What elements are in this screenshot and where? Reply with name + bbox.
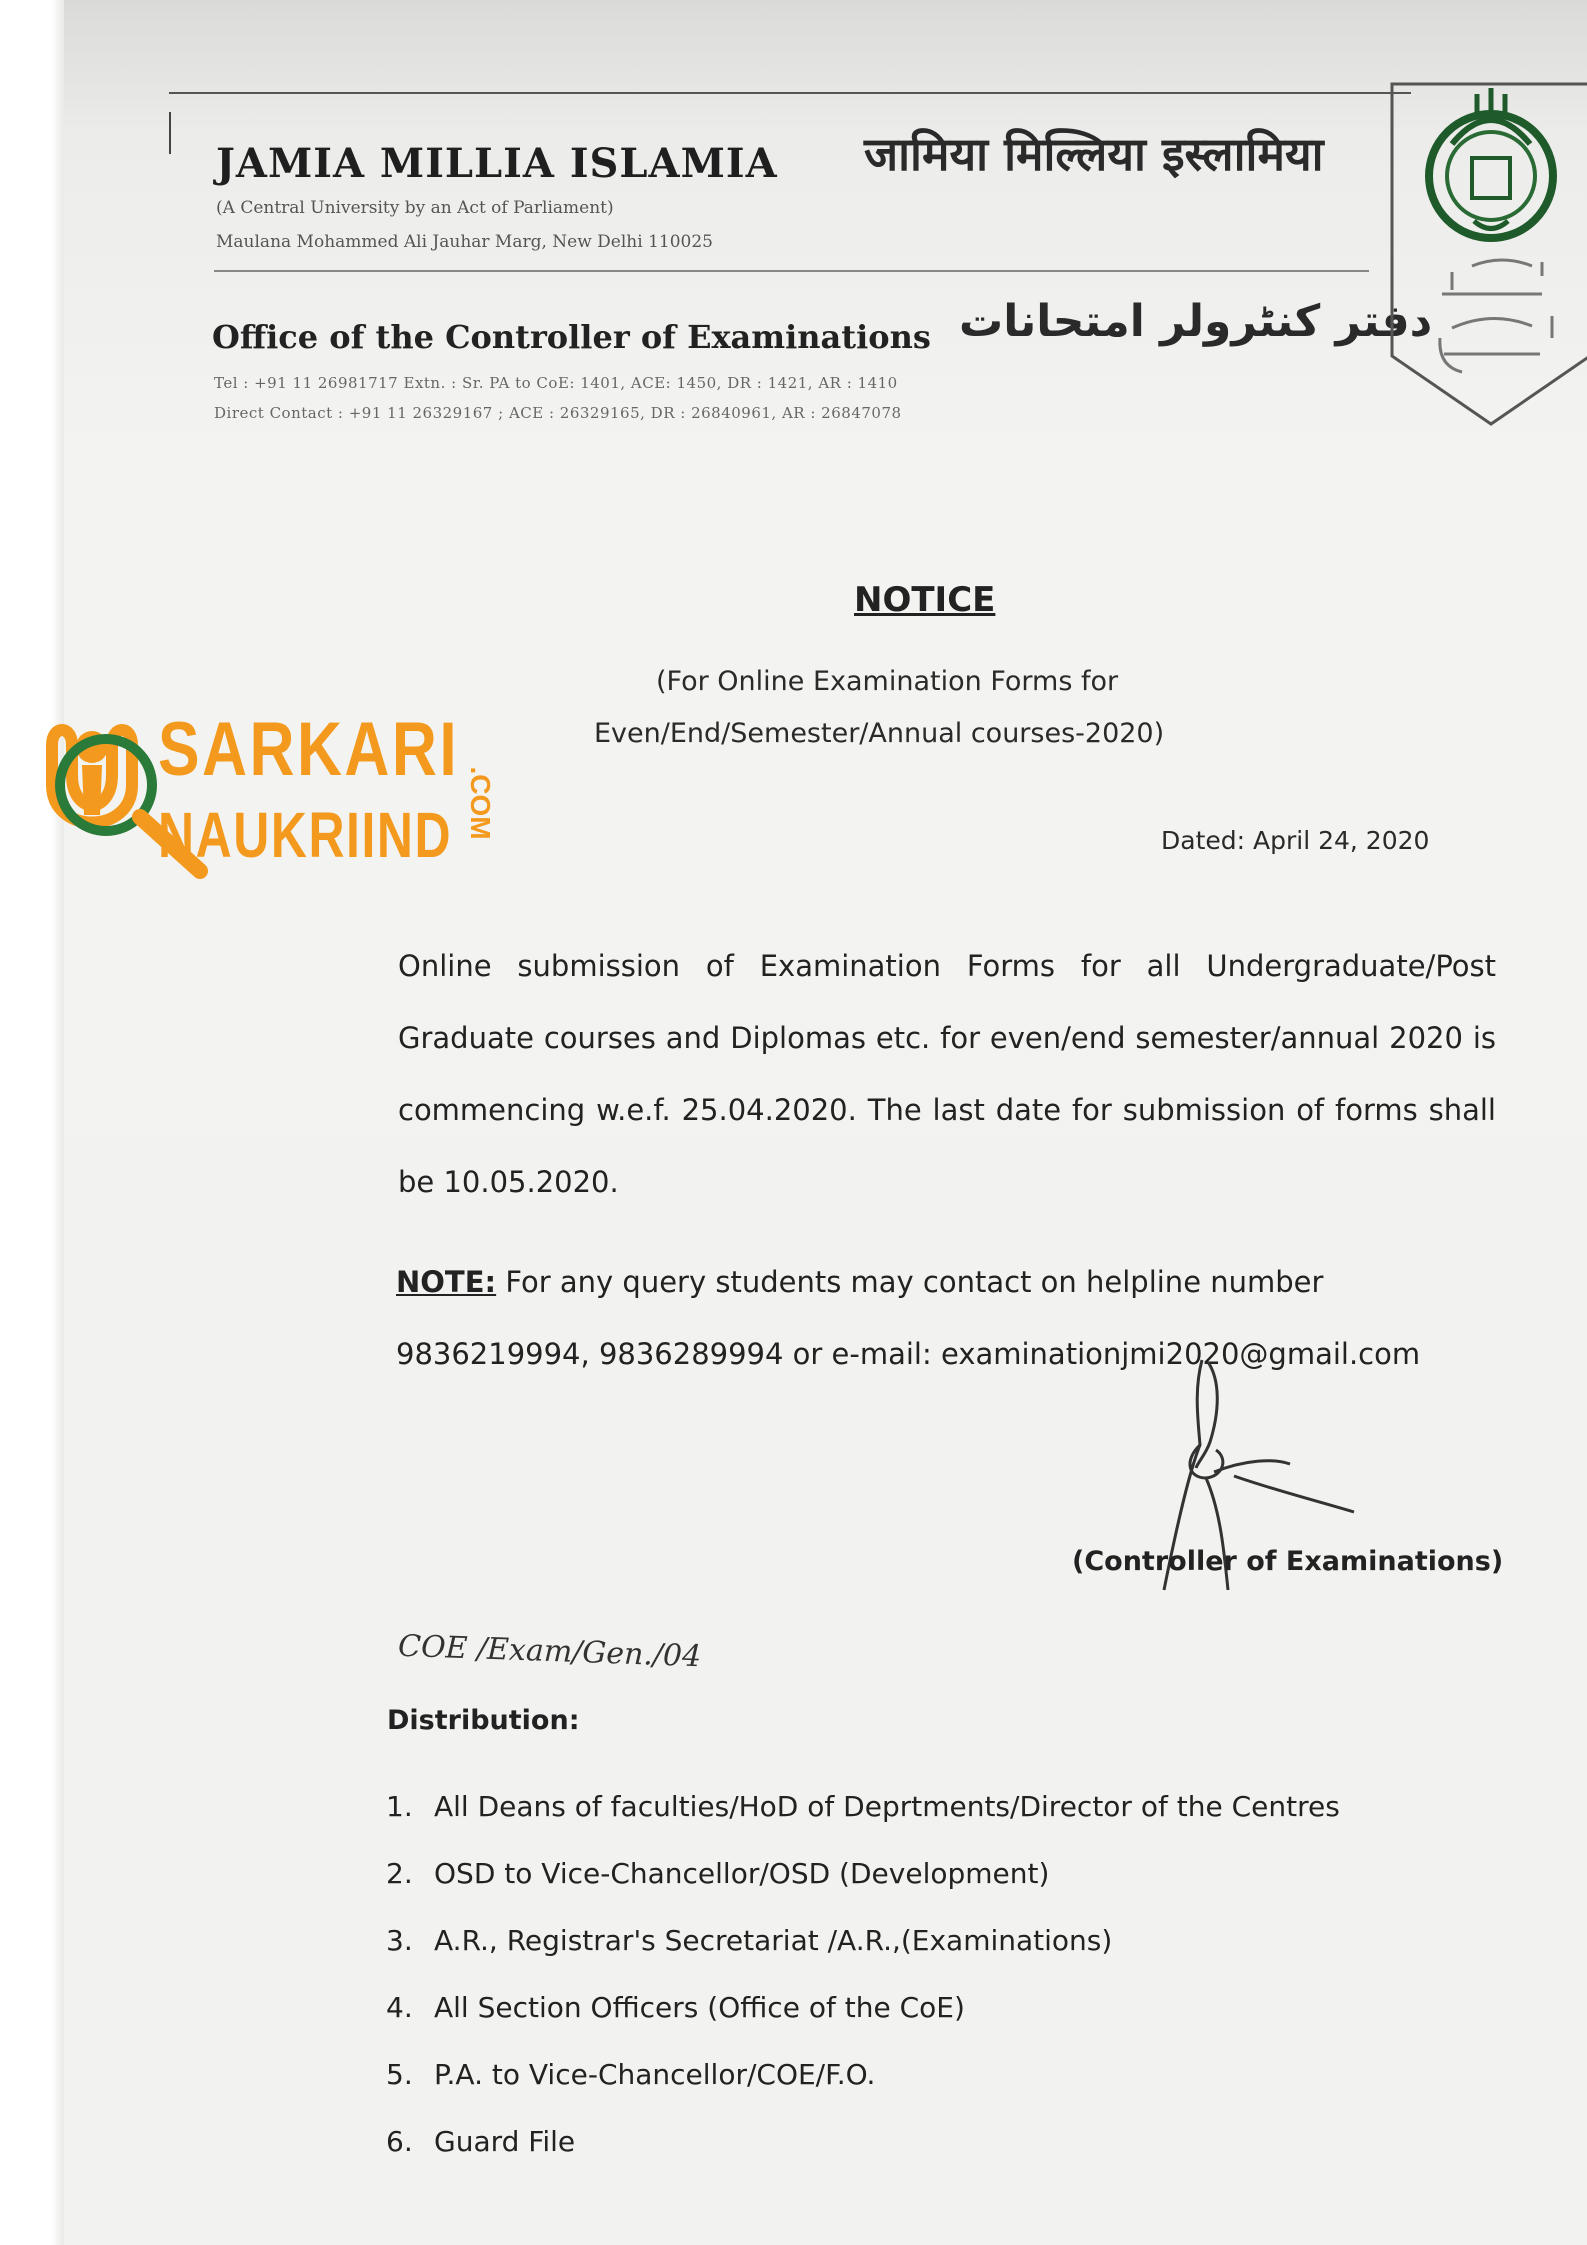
list-item	[386, 2058, 1340, 2125]
reference-number: COE /Exam/Gen./04	[397, 1628, 702, 1675]
watermark-sarkari: SARKARI	[158, 707, 460, 792]
note-text: For any query students may contact on helpline number 9836219994, 9836289994 or e-mail: examinationjmi2020@gmail.com	[396, 1265, 1421, 1371]
university-subtitle: (A Central University by an Act of Parliament)	[216, 198, 614, 218]
notice-subtitle-line-2: Even/End/Semester/Annual courses-2020)	[594, 718, 1165, 749]
notice-title: NOTICE	[854, 580, 996, 620]
list-item-text: All Section Officers (Office of the CoE)	[434, 1991, 965, 2024]
list-item-number: 6.	[386, 2125, 413, 2158]
header-divider	[214, 270, 1369, 272]
header-corner-mark	[169, 112, 171, 154]
list-item-number: 3.	[386, 1924, 413, 1957]
list-item-text: All Deans of faculties/HoD of Deprtments/Director of the Centres	[434, 1790, 1340, 1823]
university-address: Maulana Mohammed Ali Jauhar Marg, New Delhi 110025	[216, 232, 713, 252]
direct-contact-line: Direct Contact : +91 11 26329167 ; ACE : 26329165, DR : 26840961, AR : 26847078	[214, 404, 902, 422]
list-item	[386, 1857, 1340, 1924]
signatory-designation: (Controller of Examinations)	[1072, 1546, 1504, 1577]
note-label: NOTE:	[396, 1265, 497, 1299]
telephone-line: Tel : +91 11 26981717 Extn. : Sr. PA to CoE: 1401, ACE: 1450, DR : 1421, AR : 1410	[214, 374, 898, 392]
list-item	[386, 1991, 1340, 2058]
watermark-com-text: .COM	[465, 766, 496, 840]
university-name: JAMIA MILLIA ISLAMIA	[216, 140, 778, 187]
university-emblem-icon	[1382, 76, 1587, 432]
university-name-hindi: जामिया मिल्लिया इस्लामिया	[864, 127, 1324, 181]
watermark-com	[462, 738, 514, 868]
header-top-rule	[169, 92, 1411, 94]
list-item-number: 1.	[386, 1790, 413, 1823]
list-item-number: 2.	[386, 1857, 413, 1890]
list-item	[386, 2125, 1340, 2192]
list-item-text: A.R., Registrar's Secretariat /A.R.,(Examinations)	[434, 1924, 1113, 1957]
list-item-text: P.A. to Vice-Chancellor/COE/F.O.	[434, 2058, 876, 2091]
office-name-urdu: دفتر کنٹرولر امتحانات	[959, 296, 1433, 347]
distribution-list	[386, 1790, 1340, 2192]
notice-body: Online submission of Examination Forms for all Undergraduate/Post Graduate courses and Diplomas etc. for even/end semester/annual 2020 is commencing w.e.f. 25.04.2020. The last date for submission of forms shall be 10.05.2020.	[398, 949, 1496, 1199]
watermark-naukriind: NAUKRIIND	[158, 799, 453, 871]
list-item-text: Guard File	[434, 2125, 576, 2158]
distribution-title: Distribution:	[387, 1705, 580, 1736]
list-item	[386, 1790, 1340, 1857]
list-item-text: OSD to Vice-Chancellor/OSD (Development)	[434, 1857, 1050, 1890]
list-item-number: 5.	[386, 2058, 413, 2091]
document-page	[64, 0, 1587, 2245]
list-item	[386, 1924, 1340, 1991]
page-margin	[0, 0, 64, 2245]
notice-subtitle-line-1: (For Online Examination Forms for	[656, 666, 1119, 697]
list-item-number: 4.	[386, 1991, 413, 2024]
notice-date: Dated: April 24, 2020	[1161, 826, 1430, 855]
office-name: Office of the Controller of Examinations	[212, 318, 931, 356]
